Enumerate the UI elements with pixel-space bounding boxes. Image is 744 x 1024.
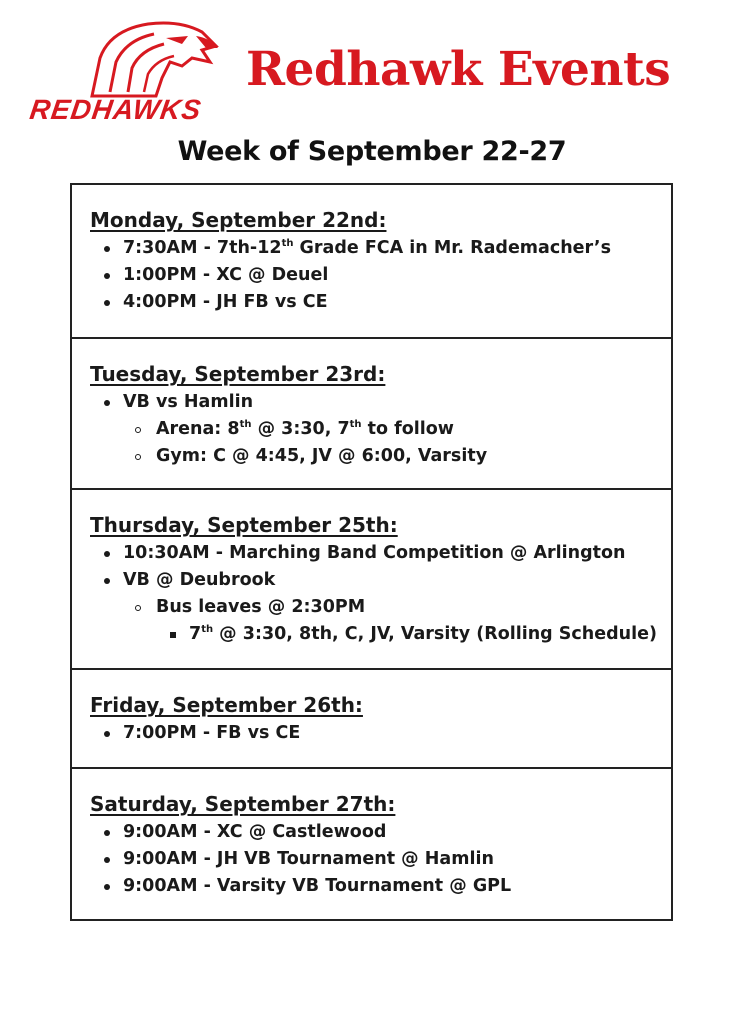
event-item: 9:00AM - Varsity VB Tournament @ GPL — [90, 873, 671, 900]
day-heading: Monday, September 22nd: — [90, 208, 387, 232]
day-heading: Saturday, September 27th: — [90, 792, 396, 816]
bullet-circle-icon — [135, 454, 141, 460]
event-item: 9:00AM - XC @ Castlewood — [90, 819, 671, 846]
bullet-icon — [104, 578, 110, 584]
day-section-friday — [72, 670, 671, 769]
event-item: 7:30AM - 7th-12th Grade FCA in Mr. Rademacher’s — [90, 235, 671, 262]
bullet-circle-icon — [135, 427, 141, 433]
bullet-icon — [104, 300, 110, 306]
day-section-saturday — [72, 769, 671, 919]
event-item: 1:00PM - XC @ Deuel — [90, 262, 671, 289]
event-item: 4:00PM - JH FB vs CE — [90, 289, 671, 316]
day-heading: Tuesday, September 23rd: — [90, 362, 386, 386]
bullet-icon — [104, 731, 110, 737]
day-heading: Friday, September 26th: — [90, 693, 363, 717]
bullet-square-icon — [170, 632, 176, 638]
event-item: 7:00PM - FB vs CE — [90, 720, 671, 747]
day-section-tuesday — [72, 339, 671, 490]
day-section-monday — [72, 185, 671, 339]
page-title: Redhawk Events — [246, 42, 671, 97]
bullet-icon — [104, 246, 110, 252]
redhawks-logo — [26, 18, 226, 128]
page-subtitle: Week of September 22-27 — [177, 136, 567, 167]
event-list — [90, 540, 671, 648]
bullet-icon — [104, 884, 110, 890]
day-section-thursday — [72, 490, 671, 670]
event-item: VB @ Deubrook — [90, 567, 671, 594]
event-list — [90, 720, 671, 747]
schedule-table — [70, 183, 673, 921]
redhawk-head-icon — [70, 18, 230, 98]
bullet-icon — [104, 273, 110, 279]
bullet-circle-icon — [135, 605, 141, 611]
bullet-icon — [104, 551, 110, 557]
event-list — [90, 235, 671, 316]
bullet-icon — [104, 400, 110, 406]
event-item: 9:00AM - JH VB Tournament @ Hamlin — [90, 846, 671, 873]
day-heading: Thursday, September 25th: — [90, 513, 398, 537]
event-item: 10:30AM - Marching Band Competition @ Arlington — [90, 540, 671, 567]
event-subitem: Bus leaves @ 2:30PM — [90, 594, 671, 621]
event-subitem: Arena: 8th @ 3:30, 7th to follow — [90, 416, 671, 443]
bullet-icon — [104, 857, 110, 863]
event-subsubitem: 7th @ 3:30, 8th, C, JV, Varsity (Rolling Schedule) — [90, 621, 671, 648]
bullet-icon — [104, 830, 110, 836]
event-list — [90, 389, 671, 470]
event-item: VB vs Hamlin — [90, 389, 671, 416]
event-subitem: Gym: C @ 4:45, JV @ 6:00, Varsity — [90, 443, 671, 470]
logo-wordmark: REDHAWKS — [27, 94, 204, 125]
event-list — [90, 819, 671, 900]
